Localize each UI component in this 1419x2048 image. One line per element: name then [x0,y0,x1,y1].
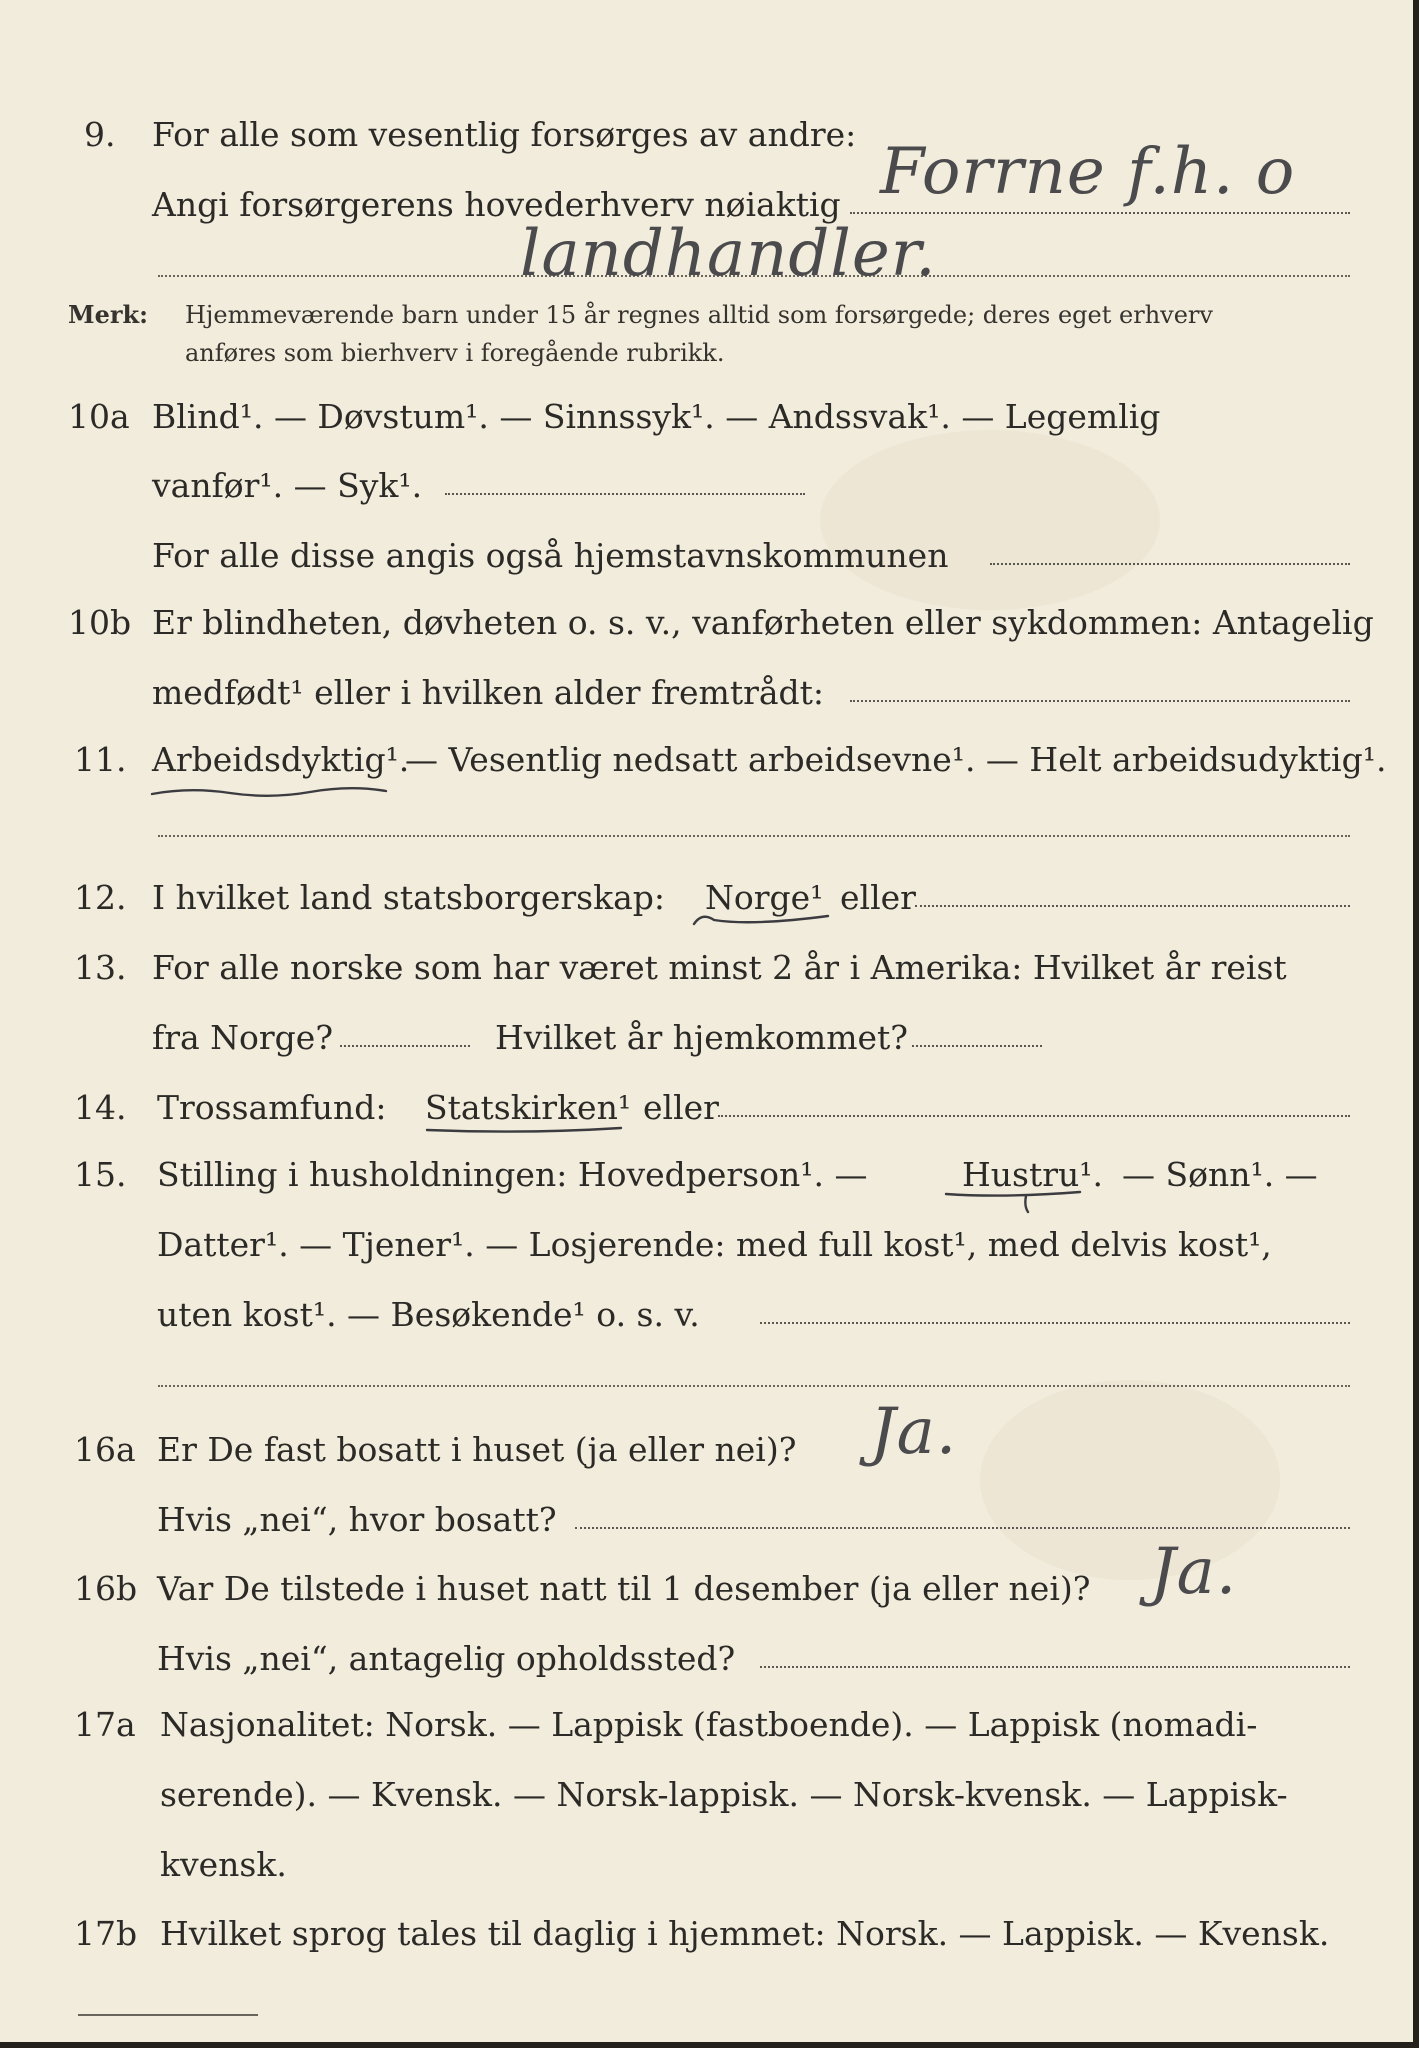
q15-line3: uten kost¹. — Besøkende¹ o. s. v. [157,1295,700,1334]
question-number-16b: 16b [74,1569,138,1608]
q9-handwritten-answer-1[interactable]: Forrne f.h. o [880,135,1296,209]
q9-answer-line [850,212,1350,214]
q9-line2: Angi forsørgerens hovederhverv nøiaktig [152,185,841,224]
q16a-handwritten-answer[interactable]: Ja. [870,1395,958,1469]
q13-line2b: Hvilket år hjemkommet? [495,1018,908,1057]
q12-handwritten-underline [692,908,832,932]
paper-stain [820,430,1160,610]
q13-line1: For alle norske som har været minst 2 år i Amerika: Hvilket år reist [152,948,1287,987]
q15-option-hustru: Hustru¹. [962,1155,1103,1194]
question-number-11: 11. [74,740,127,779]
q10a-line3: For alle disse angis også hjemstavnskommunen [152,536,949,575]
q17a-line3: kvensk. [160,1845,287,1884]
q15-line1b: — Sønn¹. — [1122,1155,1318,1194]
footnote-rule [78,2014,258,2016]
scan-border-right [1413,0,1419,2048]
merk-line2: anføres som bierhverv i foregående rubrikk. [185,339,725,367]
q11-answer-line [158,835,1350,837]
q15-line1a: Stilling i husholdningen: Hovedperson¹. — [157,1155,868,1194]
question-number-13: 13. [74,948,127,987]
q14-option-statskirken: Statskirken¹ [425,1088,632,1127]
question-number-12: 12. [74,878,127,917]
q16b-answer-line [760,1666,1350,1668]
q12-text: I hvilket land statsborgerskap: [152,878,666,917]
q16b-line1: Var De tilstede i huset natt til 1 desember (ja eller nei)? [157,1569,1091,1608]
q10a-answer-line [445,493,805,495]
q17a-line1: Nasjonalitet: Norsk. — Lappisk (fastboende). — Lappisk (nomadi- [160,1705,1258,1744]
question-number-17a: 17a [74,1705,136,1744]
q12-answer-line [915,905,1350,907]
q13-reist-line [340,1045,470,1047]
q10b-answer-line [850,700,1350,702]
q14-text: Trossamfund: [157,1088,387,1127]
q10b-line2: medfødt¹ eller i hvilken alder fremtrådt: [152,673,825,712]
scan-border-bottom [0,2042,1419,2048]
q17b-line1: Hvilket sprog tales til daglig i hjemmet: Norsk. — Lappisk. — Kvensk. [160,1914,1330,1953]
q14-answer-line [718,1115,1350,1117]
q10a-line1: Blind¹. — Døvstum¹. — Sinnssyk¹. — Andssvak¹. — Legemlig [152,397,1161,436]
question-number-17b: 17b [74,1914,138,1953]
q11-option-arbeidsdyktig: Arbeidsdyktig¹. [152,740,410,779]
merk-line1: Hjemmeværende barn under 15 år regnes alltid som forsørgede; deres eget erhverv [185,301,1213,329]
q17a-line2: serende). — Kvensk. — Norsk-lappisk. — Norsk-kvensk. — Lappisk- [160,1775,1288,1814]
question-number-10b: 10b [68,603,132,642]
question-number-9: 9. [84,115,116,154]
question-number-15: 15. [74,1155,127,1194]
question-number-14: 14. [74,1088,127,1127]
q16b-line2: Hvis „nei“, antagelig opholdssted? [157,1639,736,1678]
q12-option-norge: Norge¹ [705,878,824,917]
q10a-hometown-line [990,563,1350,565]
q9-handwritten-answer-2[interactable]: landhandler. [520,217,937,291]
q16a-answer-line [575,1527,1350,1529]
merk-label: Merk: [68,300,148,329]
question-number-16a: 16a [74,1430,136,1469]
q15-line2: Datter¹. — Tjener¹. — Losjerende: med full kost¹, med delvis kost¹, [157,1225,1272,1264]
q10a-line2: vanfør¹. — Syk¹. [152,466,423,505]
q12-eller: eller [840,878,916,917]
q15-answer-line [760,1322,1350,1324]
q14-eller: eller [643,1088,719,1127]
q13-hjemkommet-line [912,1045,1042,1047]
question-number-10a: 10a [68,397,130,436]
q16b-handwritten-answer[interactable]: Ja. [1150,1535,1238,1609]
q13-line2a: fra Norge? [152,1018,334,1057]
q9-line1: For alle som vesentlig forsørges av andre: [152,115,857,154]
q15-answer-line-2 [158,1385,1350,1387]
q15-handwritten-underline [944,1186,1084,1214]
q11-rest: — Vesentlig nedsatt arbeidsevne¹. — Helt arbeidsudyktig¹. [405,740,1387,779]
q11-handwritten-underline [150,784,390,804]
q16a-line2: Hvis „nei“, hvor bosatt? [157,1500,557,1539]
q10b-line1: Er blindheten, døvheten o. s. v., vanførheten eller sykdommen: Antagelig [152,603,1374,642]
q16a-line1: Er De fast bosatt i huset (ja eller nei)? [157,1430,797,1469]
q14-handwritten-underline [425,1124,625,1140]
